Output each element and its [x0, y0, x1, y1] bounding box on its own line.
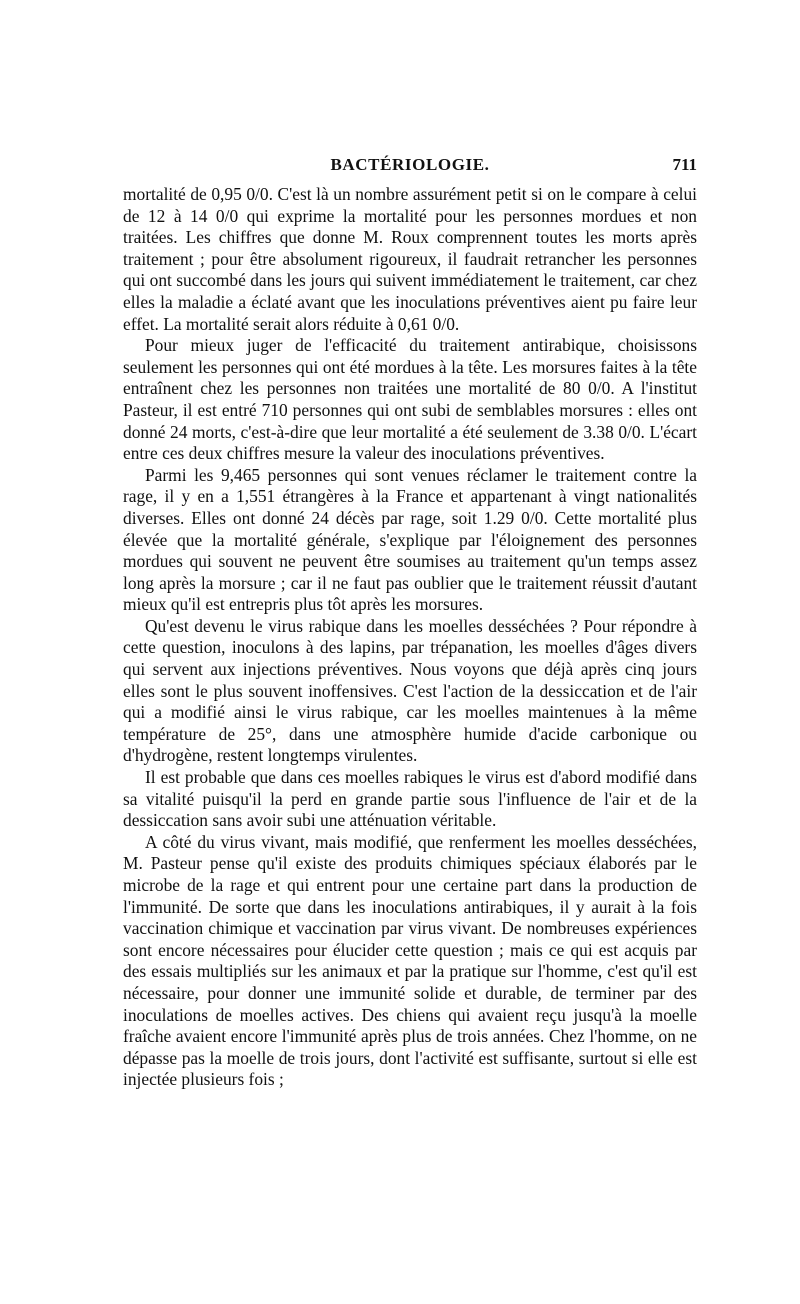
paragraph-continuation: mortalité de 0,95 0/0. C'est là un nombre assurément petit si on le compare à celui de 12 à 14 0/0 qui exprime la mortalité pour les personnes mordues et non traitées. Les chiffres que donne M. Roux comprennent toutes les morts après traitement ; pour être absolument rigoureux, il faudrait retrancher les personnes qui ont succombé dans les jours qui suivent immédiatement le traitement, car chez elles la maladie a éclaté avant que les inoculations préventives aient pu faire leur effet. La mortalité serait alors réduite à 0,61 0/0. — [123, 184, 697, 334]
running-title: BACTÉRIOLOGIE. — [330, 155, 490, 174]
paragraph-vitality: Il est probable que dans ces moelles rabiques le virus est d'abord modifié dans sa vitalité puisqu'il la perd en grande partie sous l'influence de l'air et de la dessiccation sans avoir subi une atténuation véritable. — [123, 767, 697, 831]
paragraph-dried-marrow: Qu'est devenu le virus rabique dans les moelles desséchées ? Pour répondre à cette question, inoculons à des lapins, par trépanation, les moelles d'âges divers qui servent aux injections préventives. Nous voyons que déjà après cinq jours elles sont le plus souvent inoffensives. C'est l'action de la dessiccation et de l'air qui a modifié ainsi le virus rabique, car les moelles maintenues à la même température de 25°, dans une atmosphère humide d'acide carbonique ou d'hydrogène, restent longtemps virulentes. — [123, 615, 697, 766]
paragraph-foreign-patients: Parmi les 9,465 personnes qui sont venues réclamer le traitement contre la rage, il y en a 1,551 étrangères à la France et appartenant à vingt nationalités diverses. Elles ont donné 24 décès par rage, soit 1.29 0/0. Cette mortalité plus élevée que la mortalité générale, s'explique par l'éloignement des personnes mordues qui souvent ne peuvent être soumises au traitement qu'un temps assez long après la morsure ; car il ne faut pas oublier que le traitement réussit d'autant mieux qu'il est entrepris plus tôt après les morsures. — [123, 464, 697, 615]
body-text — [123, 184, 697, 1091]
page-header — [123, 155, 697, 179]
paragraph-head-bites: Pour mieux juger de l'efficacité du traitement antirabique, choisissons seulement les personnes qui ont été mordues à la tête. Les morsures faites à la tête entraînent chez les personnes non traitées une mortalité de 80 0/0. A l'institut Pasteur, il est entré 710 personnes qui ont subi de semblables morsures : elles ont donné 24 morts, c'est-à-dire que leur mortalité a été seulement de 3.38 0/0. L'écart entre ces deux chiffres mesure la valeur des inoculations préventives. — [123, 335, 697, 464]
page-number: 711 — [672, 155, 697, 174]
paragraph-chemical-vaccination: A côté du virus vivant, mais modifié, que renferment les moelles desséchées, M. Pasteur pense qu'il existe des produits chimiques spéciaux élaborés par le microbe de la rage et qui entrent pour une certaine part dans la production de l'immunité. De sorte que dans les inoculations antirabiques, il y aurait à la fois vaccination chimique et vaccination par virus vivant. De nombreuses expériences sont encore nécessaires pour élucider cette question ; mais ce qui est acquis par des essais multipliés sur les animaux et par la pratique sur l'homme, c'est qu'il est nécessaire, pour donner une immunité solide et durable, de terminer par des inoculations de moelles actives. Des chiens qui avaient reçu jusqu'à la moelle fraîche avaient encore l'immunité après plus de trois années. Chez l'homme, on ne dépasse pas la moelle de trois jours, dont l'activité est suffisante, surtout si elle est injectée plusieurs fois ; — [123, 831, 697, 1090]
